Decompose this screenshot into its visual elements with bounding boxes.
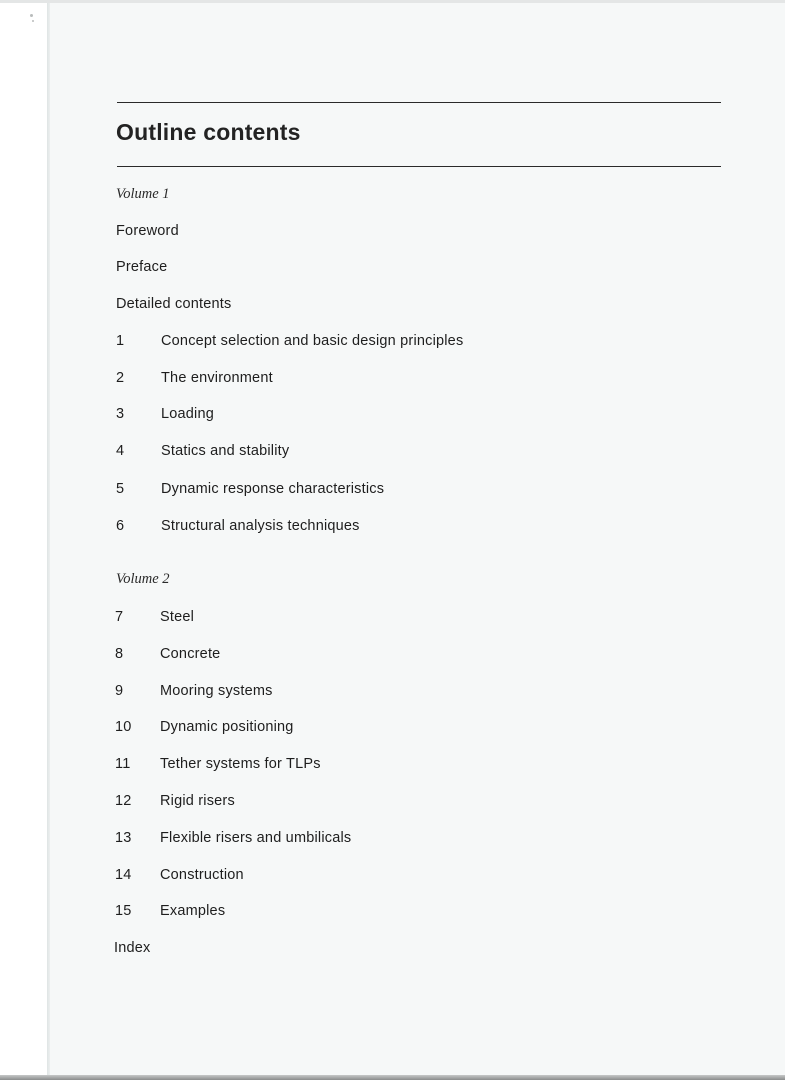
chapter-number: 2 (116, 370, 125, 386)
chapter-title: Tether systems for TLPs (160, 756, 321, 772)
chapter-number: 6 (116, 518, 125, 534)
foreword-entry: Foreword (116, 223, 179, 239)
chapter-title: Examples (160, 903, 226, 919)
chapter-title: Concept selection and basic design principles (161, 333, 464, 349)
chapter-number: 7 (115, 609, 124, 625)
chapter-title: Dynamic positioning (160, 719, 294, 735)
chapter-title: Construction (160, 867, 244, 883)
volume-1-heading: Volume 1 (116, 186, 170, 202)
title-rule (117, 166, 721, 167)
index-entry: Index (114, 940, 151, 956)
paper-speck (30, 14, 33, 17)
chapter-title: Steel (160, 609, 195, 625)
chapter-number: 15 (115, 903, 132, 919)
chapter-number: 10 (115, 719, 132, 735)
chapter-title: The environment (161, 370, 273, 386)
chapter-number: 3 (116, 406, 125, 422)
page-bottom-edge (0, 1075, 785, 1080)
chapter-number: 1 (116, 333, 125, 349)
chapter-title: Statics and stability (161, 443, 290, 459)
chapter-number: 11 (115, 756, 131, 772)
chapter-number: 14 (115, 867, 132, 883)
chapter-title: Loading (161, 406, 215, 422)
chapter-title: Rigid risers (160, 793, 235, 809)
page-title: Outline contents (116, 119, 301, 145)
chapter-number: 8 (115, 646, 124, 662)
chapter-title: Mooring systems (160, 683, 273, 699)
chapter-number: 12 (115, 793, 132, 809)
chapter-number: 13 (115, 830, 132, 846)
chapter-number: 4 (116, 443, 125, 459)
page-gutter (0, 0, 48, 1080)
chapter-title: Concrete (160, 646, 221, 662)
page-top-edge (0, 0, 785, 3)
chapter-title: Dynamic response characteristics (161, 481, 385, 497)
preface-entry: Preface (116, 259, 168, 275)
paper-speck (32, 20, 34, 22)
detailed-contents-entry: Detailed contents (116, 296, 232, 312)
chapter-title: Structural analysis techniques (161, 518, 360, 534)
chapter-title: Flexible risers and umbilicals (160, 830, 352, 846)
chapter-number: 5 (116, 481, 125, 497)
binding-edge (47, 0, 50, 1080)
top-rule (117, 102, 721, 103)
volume-2-heading: Volume 2 (116, 571, 170, 587)
chapter-number: 9 (115, 683, 124, 699)
